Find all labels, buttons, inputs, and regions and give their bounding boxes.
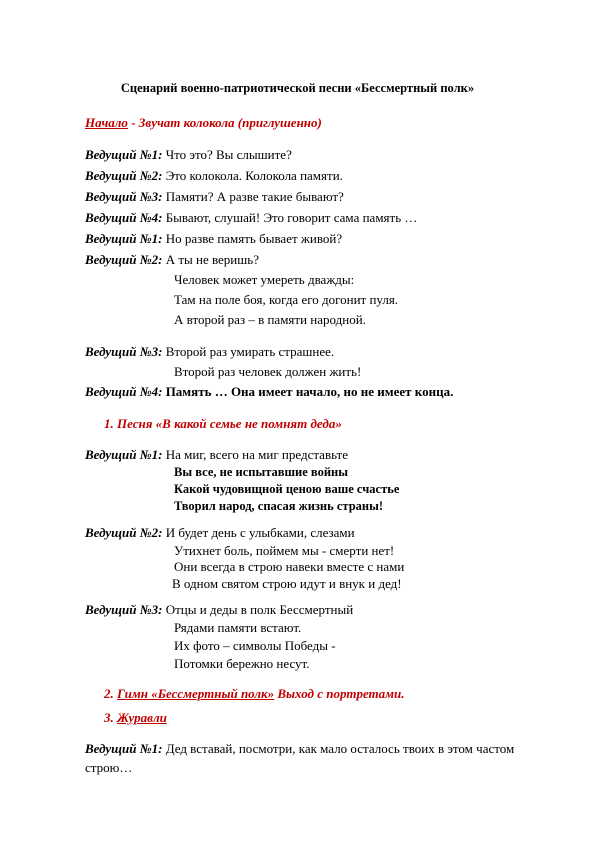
verse-line: А второй раз – в памяти народной. (174, 312, 366, 327)
verse-line: Вы все, не испытавшие войны (174, 465, 349, 479)
dialogue-text: Бывают, слушай! Это говорит сама память … (162, 210, 418, 225)
speaker-label: Ведущий №1: (85, 741, 163, 756)
verse-line: Они всегда в строю навеки вместе с нами (174, 559, 405, 574)
item-title: Гимн «Бессмертный полк» (117, 686, 275, 701)
dialogue-line (85, 384, 453, 400)
speaker-label: Ведущий №1: (85, 147, 163, 162)
dialogue-line (85, 741, 514, 757)
dialogue-line (85, 210, 417, 226)
verse-line: Рядами памяти встают. (174, 620, 302, 635)
dialogue-line (85, 231, 342, 247)
dialogue-line (85, 525, 355, 541)
dialogue-text: Памяти? А разве такие бывают? (162, 189, 344, 204)
speaker-label: Ведущий №4: (85, 384, 163, 399)
dialogue-text: Что это? Вы слышите? (162, 147, 292, 162)
speaker-label: Ведущий №2: (85, 252, 163, 267)
item-3-heading (104, 710, 167, 726)
dialogue-text: А ты не веришь? (162, 252, 259, 267)
verse-line: Человек может умереть дважды: (174, 272, 355, 287)
dialogue-text: И будет день с улыбками, слезами (162, 525, 355, 540)
dialogue-continuation: строю… (85, 760, 133, 775)
item-rest: Выход с портретами. (274, 686, 405, 701)
dialogue-text: На миг, всего на миг представьте (162, 447, 348, 462)
dialogue-text: Второй раз умирать страшнее. (162, 344, 335, 359)
verse-line: Творил народ, спасая жизнь страны! (174, 499, 384, 513)
speaker-label: Ведущий №1: (85, 231, 163, 246)
verse-line: Там на поле боя, когда его догонит пуля. (174, 292, 399, 307)
dialogue-text: Это колокола. Колокола памяти. (162, 168, 343, 183)
dialogue-line (85, 189, 344, 205)
dialogue-line (85, 168, 343, 184)
dialogue-line (85, 447, 348, 463)
speaker-label: Ведущий №3: (85, 189, 163, 204)
speaker-label: Ведущий №3: (85, 602, 163, 617)
item-2-heading (104, 686, 405, 702)
speaker-label: Ведущий №1: (85, 447, 163, 462)
dialogue-line (85, 344, 334, 360)
item-number: 3. (104, 710, 117, 725)
verse-line: Утихнет боль, поймем мы - смерти нет! (174, 543, 395, 558)
start-label: Начало (85, 115, 128, 130)
verse-line: Потомки бережно несут. (174, 656, 310, 671)
dialogue-line (85, 252, 259, 268)
dialogue-text: Дед вставай, посмотри, как мало осталось твоих в этом частом (162, 741, 515, 756)
dialogue-line (85, 602, 353, 618)
speaker-label: Ведущий №4: (85, 210, 163, 225)
song-1-heading: 1. Песня «В какой семье не помнят деда» (104, 416, 342, 431)
item-title: Журавли (117, 710, 167, 725)
dialogue-text: Отцы и деды в полк Бессмертный (162, 602, 354, 617)
start-rest: - Звучат колокола (приглушенно) (127, 115, 322, 130)
start-heading (85, 115, 322, 131)
dialogue-continuation: Второй раз человек должен жить! (174, 364, 362, 379)
dialogue-line (85, 147, 292, 163)
verse-line: Их фото – символы Победы - (174, 638, 336, 653)
dialogue-text: Память … Она имеет начало, но не имеет конца. (162, 384, 454, 399)
speaker-label: Ведущий №2: (85, 525, 163, 540)
verse-line: В одном святом строю идут и внук и дед! (172, 576, 402, 591)
speaker-label: Ведущий №2: (85, 168, 163, 183)
verse-line: Какой чудовищной ценою ваше счастье (174, 482, 400, 496)
item-number: 2. (104, 686, 117, 701)
dialogue-text: Но разве память бывает живой? (162, 231, 343, 246)
speaker-label: Ведущий №3: (85, 344, 163, 359)
document-title: Сценарий военно-патриотической песни «Бессмертный полк» (120, 81, 475, 95)
